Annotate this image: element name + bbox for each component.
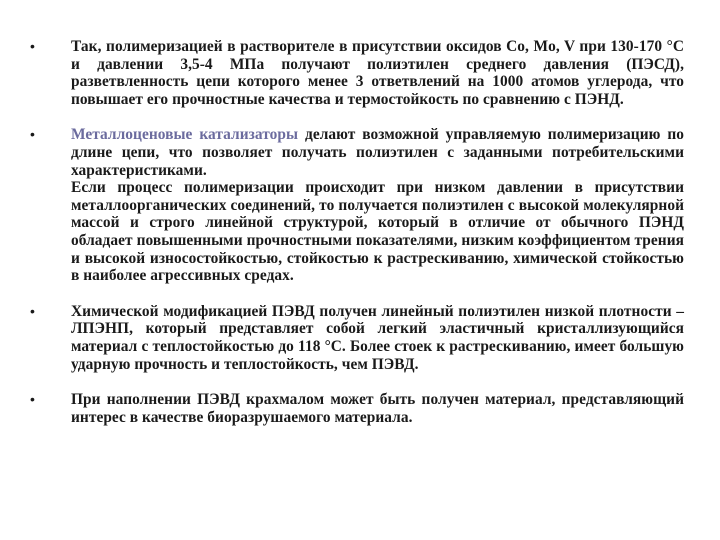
bullet-icon: •: [30, 302, 35, 319]
bullet-item-metallocene: [30, 126, 684, 284]
bullet-item-lldpe: [30, 303, 684, 373]
bullet-icon: •: [30, 38, 35, 54]
bullet-text-continuation: Если процесс полимеризации происходит при низком давлении в присутствии металлоорганических соединений, то получается полиэтилен с высокой молекулярной массой и строго линейной структурой, который в отличие от обычного ПЭНД обладает повышенными прочностными показателями, низким коэффициентом трения и высокой износостойкостью, стойкостью к растрескиванию, химической стойкостью в наиболее агрессивных средах.: [71, 179, 684, 285]
bullet-text: делают возможной управляемую полимеризацию по длине цепи, что позволяет получать полиэтилен с заданными потребительскими характеристиками.: [71, 126, 684, 179]
bullet-icon: •: [30, 391, 35, 408]
bullet-list: [30, 38, 684, 426]
bullet-paragraph: [71, 126, 684, 179]
highlighted-term: Металлоценовые катализаторы: [71, 126, 299, 144]
bullet-item-starch: [30, 391, 684, 426]
bullet-text: При наполнении ПЭВД крахмалом может быть получен материал, представляющий интерес в качестве биоразрушаемого материала.: [71, 391, 684, 426]
bullet-icon: •: [30, 126, 35, 143]
bullet-item-co-mo-v: [30, 38, 684, 108]
bullet-text: Так, полимеризацией в растворителе в присутствии оксидов Co, Mo, V при 130-170 °С и давлении 3,5-4 МПа получают полиэтилен среднего давления (ПЭСД), разветвленность цепи которого менее 3 ответвлений на 1000 атомов углерода, что повышает его прочностные качества и термостойкость по сравнению с ПЭНД.: [71, 38, 684, 108]
bullet-text: Химической модификацией ПЭВД получен линейный полиэтилен низкой плотности – ЛПЭНП, который представляет собой легкий эластичный кристаллизующийся материал с теплостойкостью до 118 °С. Более стоек к растрескиванию, имеет большую ударную прочность и теплостойкость, чем ПЭВД.: [71, 302, 684, 373]
